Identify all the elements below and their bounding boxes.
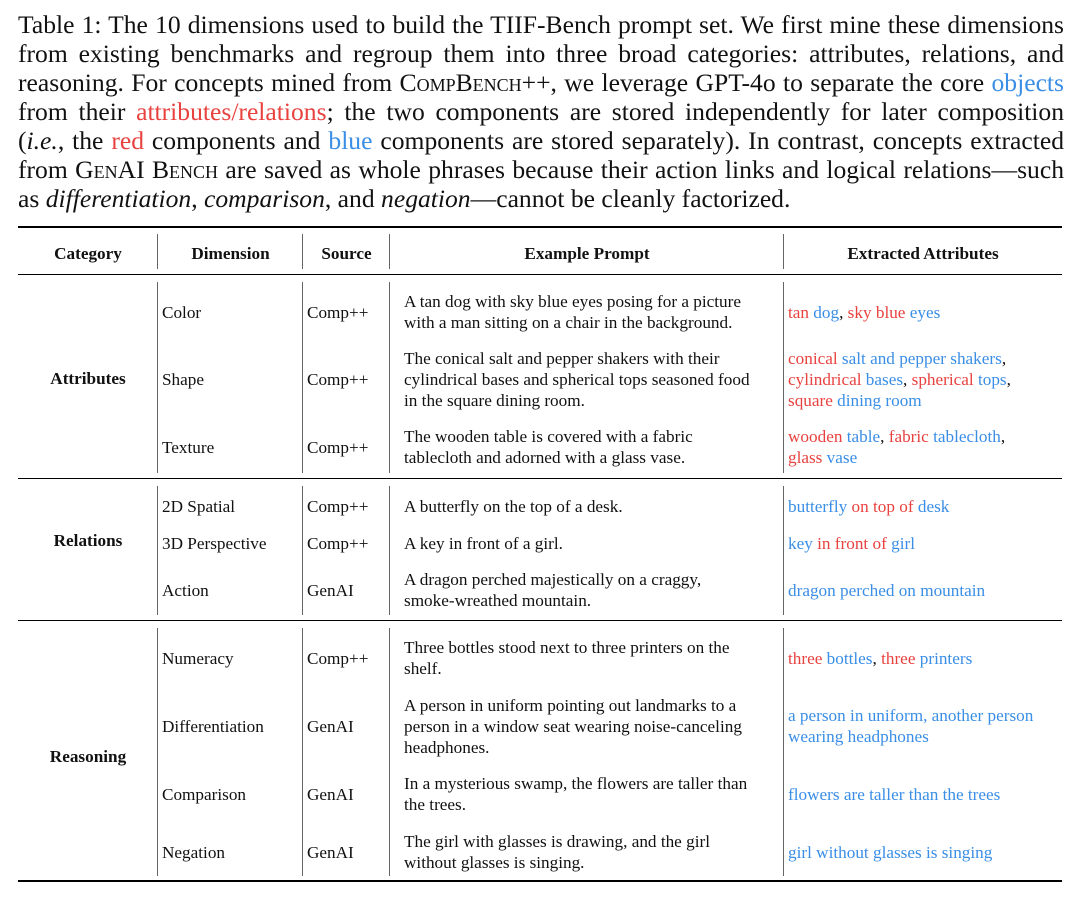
separator: ,: [872, 648, 882, 668]
prompt-line: In a mysterious swamp, the flowers are taller than: [404, 774, 748, 793]
object-fragment: printers: [919, 648, 973, 668]
object-fragment: dragon perched on mountain: [788, 580, 986, 600]
object-fragment: tops: [977, 369, 1007, 389]
caption-text: are saved as whole phrases because their action links and logical relations—such as: [18, 155, 1065, 213]
header-dimension: Dimension: [191, 244, 270, 263]
caption-text: ,: [191, 184, 205, 213]
header-example-prompt: Example Prompt: [524, 244, 650, 263]
prompt-line: A butterfly on the top of a desk.: [404, 496, 623, 516]
prompt-line: A tan dog with sky blue eyes posing for a picture: [404, 292, 742, 311]
prompt-line: A person in uniform pointing out landmarks to a: [404, 695, 737, 715]
dimension-cell: 2D Spatial: [162, 496, 236, 516]
extracted-line: [788, 426, 1005, 447]
extracted-line: [788, 726, 1033, 747]
source-cell: Comp++: [307, 648, 369, 668]
extracted-attributes-cell: [788, 580, 985, 601]
column-divider: [302, 628, 303, 876]
prompt-line: cylindrical bases and spherical tops seasoned food: [404, 369, 750, 389]
extracted-line: [788, 705, 1033, 726]
prompt-line: headphones.: [404, 737, 490, 757]
bottom-rule: [18, 880, 1062, 882]
example-prompt-cell: [404, 637, 730, 679]
object-fragment: key: [788, 533, 818, 553]
example-prompt-cell: [404, 533, 563, 554]
prompt-line: smoke-wreathed mountain.: [404, 591, 592, 610]
extracted-line: [788, 784, 1000, 805]
example-prompt-cell: [404, 569, 701, 611]
prompt-line: person in a window seat wearing noise-canceling: [404, 716, 742, 736]
source-cell: Comp++: [307, 302, 369, 322]
caption-text: ; the two components are stored independently for later composition (: [18, 97, 1065, 155]
extracted-line: [788, 648, 972, 669]
object-fragment: girl: [891, 533, 915, 553]
example-prompt-cell: [404, 291, 741, 333]
source-cell: GenAI: [307, 842, 354, 862]
extracted-attributes-cell: [788, 784, 1000, 805]
object-fragment: salt and pepper shakers: [841, 348, 1002, 368]
prompt-line: tablecloth and adorned with a glass vase.: [404, 448, 686, 467]
prompt-line: with a man sitting on a chair in the background.: [404, 313, 733, 332]
object-fragment: table: [846, 427, 881, 446]
extracted-line: [788, 447, 1005, 468]
prompt-line: the trees.: [404, 795, 467, 814]
column-divider: [389, 628, 390, 876]
separator: ,: [1000, 427, 1006, 446]
column-divider: [783, 628, 784, 876]
column-divider: [302, 282, 303, 473]
extracted-attributes-cell: [788, 533, 915, 554]
source-cell: GenAI: [307, 716, 354, 736]
caption-text: , we leverage GPT-4o to separate the core: [550, 68, 992, 97]
column-divider: [783, 486, 784, 615]
extracted-attributes-cell: [788, 426, 1005, 468]
attribute-fragment: spherical: [911, 369, 978, 389]
extracted-line: [788, 302, 940, 323]
object-fragment: girl without glasses is singing: [788, 842, 993, 862]
caption-attributes-relations: attributes/relations: [136, 97, 327, 126]
attribute-fragment: sky blue: [847, 302, 910, 322]
object-fragment: wearing headphones: [788, 727, 929, 746]
object-fragment: dining room: [837, 390, 922, 410]
caption-text: , the: [57, 126, 112, 155]
object-fragment: bases: [865, 369, 904, 389]
dimension-cell: 3D Perspective: [162, 533, 267, 553]
header-rule: [18, 274, 1062, 275]
category-reasoning: Reasoning: [49, 747, 127, 766]
object-fragment: dog: [813, 302, 840, 322]
object-fragment: a person in uniform, another person: [788, 706, 1034, 725]
prompt-line: The girl with glasses is drawing, and the girl: [404, 832, 710, 851]
source-cell: GenAI: [307, 580, 354, 600]
attribute-fragment: square: [788, 390, 838, 410]
attribute-fragment: three: [788, 648, 827, 668]
header-extracted-attributes: Extracted Attributes: [847, 244, 999, 263]
prompt-line: A key in front of a girl.: [404, 533, 563, 553]
category-relations: Relations: [53, 531, 123, 550]
source-cell: Comp++: [307, 369, 369, 389]
example-prompt-cell: [404, 695, 742, 758]
object-fragment: tablecloth: [933, 427, 1001, 446]
attribute-fragment: three: [881, 648, 920, 668]
extracted-line: [788, 580, 985, 601]
column-divider: [302, 486, 303, 615]
column-divider: [389, 282, 390, 473]
dimension-cell: Texture: [162, 437, 215, 457]
caption-comparison: comparison: [204, 184, 325, 213]
prompt-line: A dragon perched majestically on a craggy,: [404, 570, 702, 589]
header-source: Source: [321, 244, 372, 263]
caption-differentiation: differentiation: [45, 184, 192, 213]
category-attributes: Attributes: [50, 369, 126, 388]
dimension-cell: Color: [162, 302, 202, 322]
attribute-fragment: conical: [788, 348, 842, 368]
caption-text: Table 1: The 10 dimensions used to build the TIIF-Bench prompt set. We first mine these dimensions from existing benchmarks and regroup them into three broad categories: attributes, relations, and reasoning. For concepts mined from: [18, 10, 1064, 97]
dimension-cell: Differentiation: [162, 716, 264, 736]
object-fragment: desk: [917, 496, 950, 516]
source-cell: Comp++: [307, 496, 369, 516]
attribute-fragment: wooden: [788, 427, 847, 446]
caption-compbench: CompBench++: [399, 68, 551, 97]
prompt-line: The conical salt and pepper shakers with their: [404, 348, 720, 368]
object-fragment: butterfly: [788, 496, 852, 516]
extracted-line: [788, 842, 992, 863]
attribute-fragment: fabric: [888, 427, 934, 446]
separator: ,: [903, 369, 912, 389]
extracted-attributes-cell: [788, 496, 949, 517]
attribute-fragment: on top of: [851, 496, 918, 516]
example-prompt-cell: [404, 773, 747, 815]
example-prompt-cell: [404, 496, 623, 517]
prompt-line: The wooden table is covered with a fabric: [404, 427, 693, 446]
extracted-line: [788, 496, 949, 517]
extracted-line: [788, 369, 1011, 390]
extracted-attributes-cell: [788, 842, 992, 863]
caption-ie: i.e.: [26, 126, 58, 155]
source-cell: Comp++: [307, 437, 369, 457]
extracted-line: [788, 348, 1011, 369]
example-prompt-cell: [404, 426, 693, 468]
example-prompt-cell: [404, 831, 710, 873]
attribute-fragment: tan: [788, 302, 814, 322]
object-fragment: vase: [826, 448, 858, 467]
group-rule: [18, 620, 1062, 621]
caption-objects: objects: [991, 68, 1064, 97]
group-rule: [18, 478, 1062, 479]
extracted-line: [788, 533, 915, 554]
caption-text: components are stored separately). In contrast, concepts extracted from: [18, 126, 1064, 184]
header-category: Category: [54, 244, 122, 263]
prompt-line: in the square dining room.: [404, 390, 585, 410]
source-cell: GenAI: [307, 784, 354, 804]
dimension-cell: Shape: [162, 369, 205, 389]
dimension-cell: Action: [162, 580, 209, 600]
top-rule: [18, 226, 1062, 228]
dimension-cell: Numeracy: [162, 648, 234, 668]
extracted-attributes-cell: [788, 348, 1011, 411]
separator: ,: [880, 427, 889, 446]
caption-negation: negation: [381, 184, 471, 213]
extracted-attributes-cell: [788, 648, 972, 669]
object-fragment: flowers are taller than the trees: [788, 784, 1001, 804]
caption-blue: blue: [328, 126, 373, 155]
attribute-fragment: glass: [788, 448, 827, 467]
extracted-attributes-cell: [788, 302, 940, 323]
dimension-cell: Negation: [162, 842, 226, 862]
prompt-line: without glasses is singing.: [404, 853, 585, 872]
caption-text: , and: [324, 184, 382, 213]
separator: ,: [1001, 348, 1007, 368]
source-cell: Comp++: [307, 533, 369, 553]
separator: ,: [839, 302, 848, 322]
extracted-attributes-cell: [788, 705, 1033, 747]
separator: ,: [1006, 369, 1011, 389]
dimension-cell: Comparison: [162, 784, 247, 804]
caption-text: from their: [18, 97, 137, 126]
caption-red: red: [111, 126, 144, 155]
object-fragment: bottles: [826, 648, 873, 668]
prompt-line: Three bottles stood next to three printers on the: [404, 638, 730, 657]
prompt-line: shelf.: [404, 659, 442, 678]
column-divider: [389, 486, 390, 615]
object-fragment: eyes: [909, 302, 941, 322]
caption-text: —cannot be cleanly factorized.: [470, 184, 791, 213]
caption-text: components and: [144, 126, 329, 155]
example-prompt-cell: [404, 348, 750, 411]
attribute-fragment: cylindrical: [788, 369, 866, 389]
extracted-line: [788, 390, 1011, 411]
column-divider: [783, 282, 784, 473]
table-caption: [18, 10, 1064, 213]
caption-genai-bench: GenAI Bench: [75, 155, 219, 184]
attribute-fragment: in front of: [817, 533, 892, 553]
